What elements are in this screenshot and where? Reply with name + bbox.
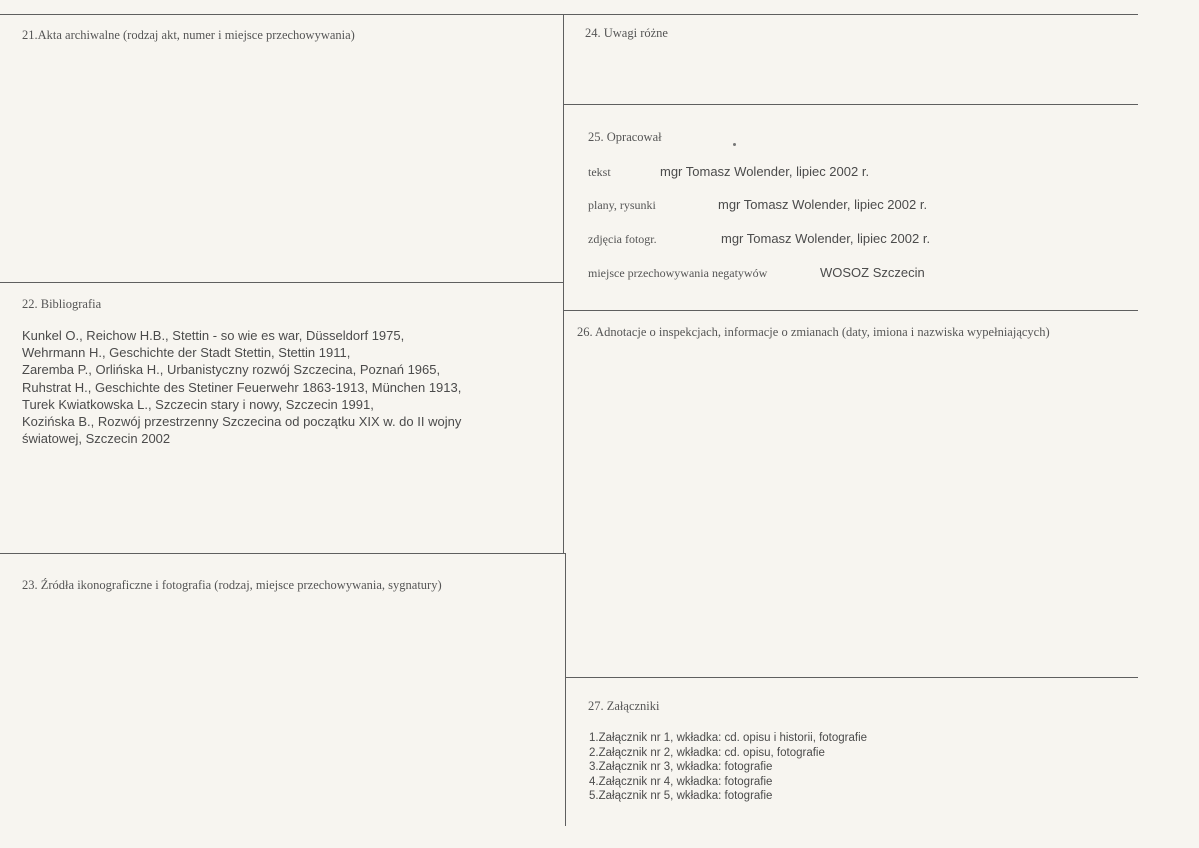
attachments-list — [589, 731, 867, 804]
attachment-item: 1.Załącznik nr 1, wkładka: cd. opisu i historii, fotografie — [589, 732, 868, 744]
bibliography-entry: Turek Kwiatkowska L., Szczecin stary i nowy, Szczecin 1991, — [22, 396, 374, 412]
bibliography-entry: Kozińska B., Rozwój przestrzenny Szczecina od początku XIX w. do II wojny — [22, 414, 462, 430]
section-23-title: 23. Źródła ikonograficzne i fotografia (rodzaj, miejsce przechowywania, sygnatury) — [22, 578, 442, 592]
section-21-title: 21.Akta archiwalne (rodzaj akt, numer i miejsce przechowywania) — [22, 28, 355, 42]
author-row-value: mgr Tomasz Wolender, lipiec 2002 r. — [718, 197, 928, 212]
author-row-label: zdjęcia fotogr. — [588, 232, 657, 246]
author-row-label: plany, rysunki — [588, 198, 656, 212]
bibliography-entry: Zaremba P., Orlińska H., Urbanistyczny rozwój Szczecina, Poznań 1965, — [22, 362, 441, 378]
center-divider-line — [563, 14, 564, 554]
author-row-photos — [588, 230, 931, 248]
author-row-label: miejsce przechowywania negatywów — [588, 266, 768, 280]
section-26-title: 26. Adnotacje o inspekcjach, informacje o zmianach (daty, imiona i nazwiska wypełniających) — [577, 325, 1050, 339]
divider-24-25 — [564, 104, 1138, 105]
attachment-item: 3.Załącznik nr 3, wkładka: fotografie — [589, 761, 773, 774]
divider-25-26 — [564, 310, 1138, 311]
attachment-item: 4.Załącznik nr 4, wkładka: fotografie — [589, 775, 773, 788]
attachment-item: 5.Załącznik nr 5, wkładka: fotografie — [589, 790, 773, 803]
author-row-value: mgr Tomasz Wolender, lipiec 2002 r. — [721, 231, 931, 246]
author-row-text — [588, 163, 870, 181]
section-24-title: 24. Uwagi różne — [585, 26, 668, 40]
bibliography-entry: Kunkel O., Reichow H.B., Stettin - so wie es war, Düsseldorf 1975, — [22, 328, 405, 343]
attachment-item: 2.Załącznik nr 2, wkładka: cd. opisu, fotografie — [589, 746, 825, 759]
divider-22-23 — [0, 553, 566, 554]
author-row-label: tekst — [588, 165, 611, 179]
ink-speck — [733, 143, 736, 146]
bibliography-entry: światowej, Szczecin 2002 — [22, 431, 171, 447]
author-row-plans — [588, 196, 928, 214]
section-27-title: 27. Załączniki — [588, 699, 660, 713]
author-row-value: mgr Tomasz Wolender, lipiec 2002 r. — [660, 164, 870, 179]
author-row-negatives — [588, 264, 925, 282]
section-22-title: 22. Bibliografia — [22, 297, 102, 311]
bibliography-entry: Wehrmann H., Geschichte der Stadt Stettin, Stettin 1911, — [22, 345, 351, 361]
section-25-title: 25. Opracował — [588, 130, 662, 144]
author-row-value: WOSOZ Szczecin — [820, 265, 925, 280]
divider-21-22 — [0, 282, 564, 283]
bibliography-list — [22, 327, 461, 447]
bibliography-entry: Ruhstrat H., Geschichte des Stetiner Feuerwehr 1863-1913, München 1913, — [22, 379, 462, 395]
center-divider-line-lower — [565, 554, 566, 826]
top-rule-line — [0, 14, 1138, 15]
divider-26-27 — [566, 677, 1138, 678]
